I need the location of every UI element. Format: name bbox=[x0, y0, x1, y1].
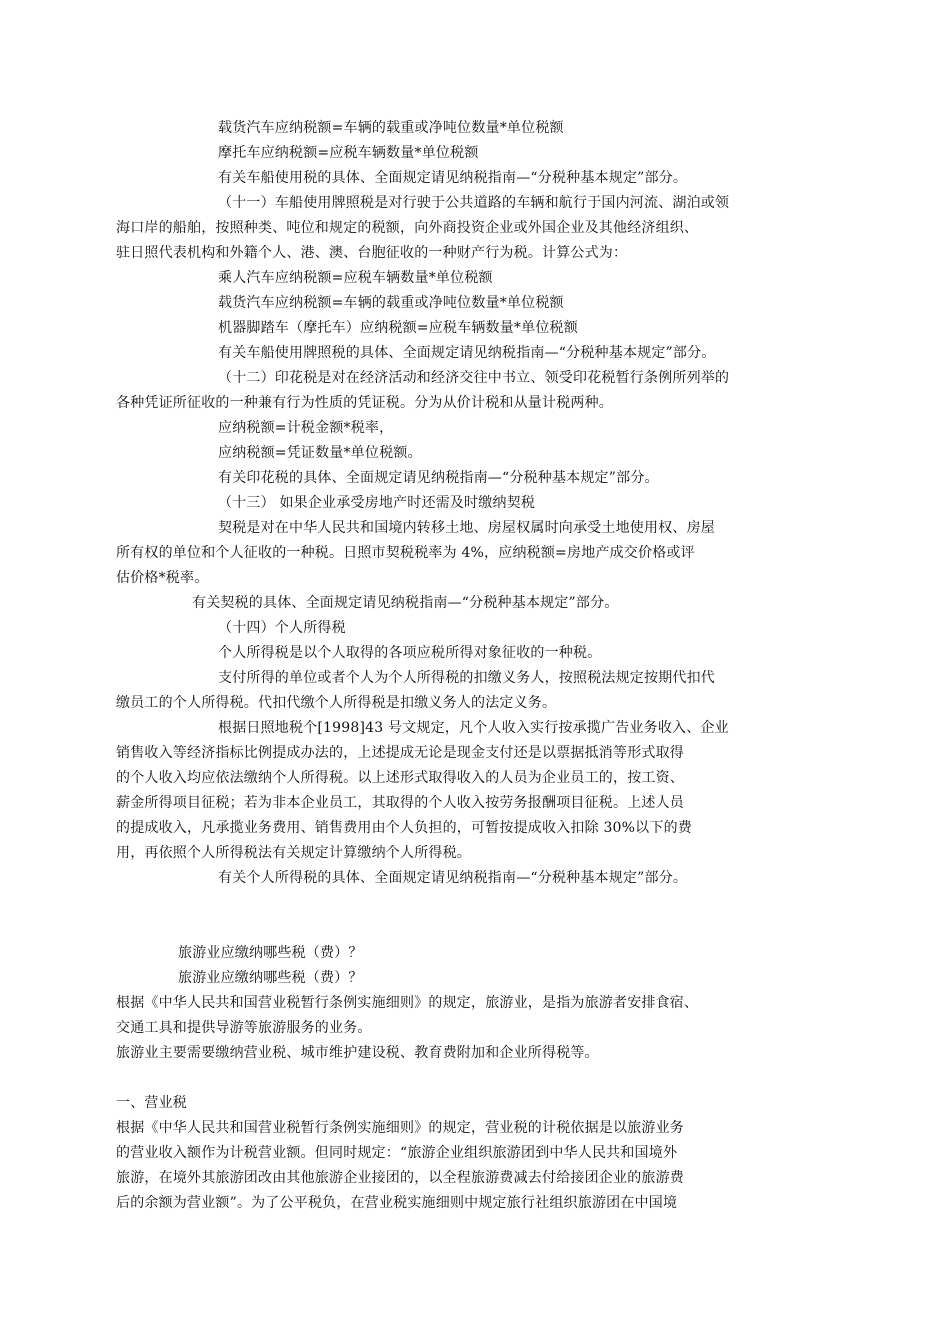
paragraph-line: 机器脚踏车（摩托车）应纳税额=应税车辆数量*单位税额 bbox=[218, 320, 578, 336]
paragraph-line: 薪金所得项目征税；若为非本企业员工，其取得的个人收入按劳务报酬项目征税。上述人员 bbox=[116, 795, 684, 811]
paragraph-line: （十四）个人所得税 bbox=[218, 620, 346, 636]
paragraph-line: 交通工具和提供导游等旅游服务的业务。 bbox=[116, 1020, 372, 1036]
paragraph-line: 应纳税额=计税金额*税率， bbox=[218, 420, 394, 436]
paragraph-line: 估价格*税率。 bbox=[116, 570, 209, 586]
paragraph-line: 的个人收入均应依法缴纳个人所得税。以上述形式取得收入的人员为企业员工的，按工资、 bbox=[116, 770, 684, 786]
paragraph-line: 驻日照代表机构和外籍个人、港、澳、台胞征收的一种财产行为税。计算公式为： bbox=[116, 245, 628, 261]
section-heading: 一、营业税 bbox=[116, 1095, 187, 1111]
paragraph-line: 有关车船使用税的具体、全面规定请见纳税指南—“分税种基本规定”部分。 bbox=[218, 170, 688, 186]
paragraph-line: 海口岸的船舶，按照种类、吨位和规定的税额，向外商投资企业或外国企业及其他经济组织、 bbox=[116, 220, 699, 236]
paragraph-line: 应纳税额=凭证数量*单位税额。 bbox=[218, 445, 422, 461]
paragraph-line: 载货汽车应纳税额=车辆的载重或净吨位数量*单位税额 bbox=[218, 295, 564, 311]
paragraph-line: 所有权的单位和个人征收的一种税。日照市契税税率为 4%，应纳税额=房地产成交价格或评 bbox=[116, 545, 695, 561]
paragraph-line: 有关契税的具体、全面规定请见纳税指南—“分税种基本规定”部分。 bbox=[192, 595, 619, 611]
paragraph-line: 有关印花税的具体、全面规定请见纳税指南—“分税种基本规定”部分。 bbox=[218, 470, 659, 486]
paragraph-line: 有关个人所得税的具体、全面规定请见纳税指南—“分税种基本规定”部分。 bbox=[218, 870, 688, 886]
paragraph-line: 的提成收入，凡承揽业务费用、销售费用由个人负担的，可暂按提成收入扣除 30%以下的费 bbox=[116, 820, 692, 836]
paragraph-line: 载货汽车应纳税额=车辆的载重或净吨位数量*单位税额 bbox=[218, 120, 564, 136]
section-heading: 旅游业应缴纳哪些税（费）？ bbox=[178, 970, 363, 986]
paragraph-line: 用，再依照个人所得税法有关规定计算缴纳个人所得税。 bbox=[116, 845, 471, 861]
paragraph-line: （十三） 如果企业承受房地产时还需及时缴纳契税 bbox=[218, 495, 536, 511]
paragraph-line: 销售收入等经济指标比例提成办法的，上述提成无论是现金支付还是以票据抵消等形式取得 bbox=[116, 745, 684, 761]
paragraph-line: 的营业收入额作为计税营业额。但同时规定：“旅游企业组织旅游团到中华人民共和国境外 bbox=[116, 1145, 678, 1161]
paragraph-line: 有关车船使用牌照税的具体、全面规定请见纳税指南—“分税种基本规定”部分。 bbox=[218, 345, 716, 361]
paragraph-line: 支付所得的单位或者个人为个人所得税的扣缴义务人，按照税法规定按期代扣代 bbox=[218, 670, 715, 686]
paragraph-line: 个人所得税是以个人取得的各项应税所得对象征收的一种税。 bbox=[218, 645, 602, 661]
paragraph-line: 后的余额为营业额”。为了公平税负，在营业税实施细则中规定旅行社组织旅游团在中国境 bbox=[116, 1195, 678, 1211]
paragraph-line: 乘人汽车应纳税额=应税车辆数量*单位税额 bbox=[218, 270, 493, 286]
paragraph-line: 根据《中华人民共和国营业税暂行条例实施细则》的规定，营业税的计税依据是以旅游业务 bbox=[116, 1120, 684, 1136]
paragraph-line: 摩托车应纳税额=应税车辆数量*单位税额 bbox=[218, 145, 479, 161]
paragraph-line: （十二）印花税是对在经济活动和经济交往中书立、领受印花税暂行条例所列举的 bbox=[218, 370, 730, 386]
paragraph-line: 旅游，在境外其旅游团改由其他旅游企业接团的，以全程旅游费减去付给接团企业的旅游费 bbox=[116, 1170, 684, 1186]
section-heading: 旅游业应缴纳哪些税（费）？ bbox=[178, 945, 363, 961]
paragraph-line: 缴员工的个人所得税。代扣代缴个人所得税是扣缴义务人的法定义务。 bbox=[116, 695, 557, 711]
paragraph-line: （十一）车船使用牌照税是对行驶于公共道路的车辆和航行于国内河流、湖泊或领 bbox=[218, 195, 730, 211]
paragraph-line: 各种凭证所征收的一种兼有行为性质的凭证税。分为从价计税和从量计税两种。 bbox=[116, 395, 613, 411]
paragraph-line: 根据日照地税个[1998]43 号文规定，凡个人收入实行按承揽广告业务收入、企业 bbox=[218, 720, 729, 736]
paragraph-line: 根据《中华人民共和国营业税暂行条例实施细则》的规定，旅游业，是指为旅游者安排食宿、 bbox=[116, 995, 699, 1011]
paragraph-line: 契税是对在中华人民共和国境内转移土地、房屋权属时向承受土地使用权、房屋 bbox=[218, 520, 715, 536]
paragraph-line: 旅游业主要需要缴纳营业税、城市维护建设税、教育费附加和企业所得税等。 bbox=[116, 1045, 599, 1061]
